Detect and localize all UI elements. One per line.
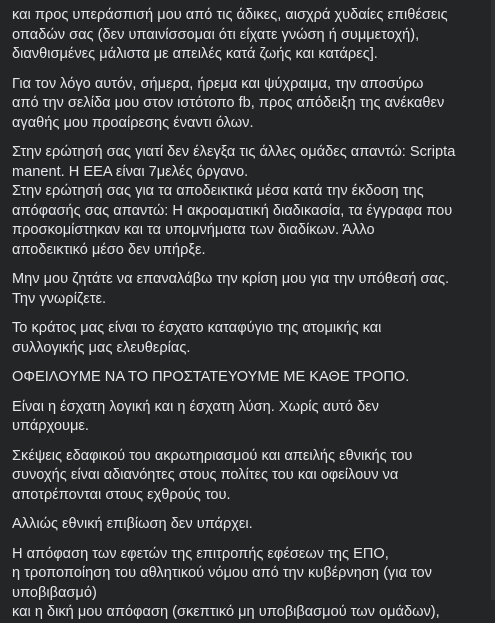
text-line: απόφασής σας απαντώ: Η ακροαματική διαδικασία, τα έγγραφα που xyxy=(12,202,453,219)
text-line: διανθισμένες μάλιστα με απειλές κατά ζωής και κατάρες]. xyxy=(12,46,378,62)
text-line: Μην μου ζητάτε να επαναλάβω την κρίση μου για την υπόθεσή σας. xyxy=(12,271,450,287)
text-line: και προς υπεράσπισή μου από τις άδικες, αισχρά χυδαίες επιθέσεις xyxy=(12,7,448,23)
text-line: Είναι η έσχατη λογική και η έσχατη λύση. Χωρίς αυτό δεν xyxy=(12,398,379,415)
text-line: manent. Η ΕΕΑ είναι 7μελές όργανο. xyxy=(12,163,249,180)
scrollbar-track[interactable] xyxy=(491,0,495,600)
paragraph-3 xyxy=(12,143,487,260)
text-line: προσκομίστηκαν και τα υπομνήματα των διαδίκων. Άλλο xyxy=(12,222,375,238)
text-line: αγαθής μου προαίρεσης έναντι όλων. xyxy=(12,114,254,131)
text-line: Την γνωρίζετε. xyxy=(12,290,107,307)
text-line: υπάρχουμε. xyxy=(12,418,89,434)
text-line: Αλλιώς εθνική επιβίωση δεν υπάρχει. xyxy=(12,516,253,532)
text-line: ΟΦΕΙΛΟΥΜΕ ΝΑ ΤΟ ΠΡΟΣΤΑΤΕΥΟΥΜΕ ΜΕ ΚΑΘΕ ΤΡΟΠΟ. xyxy=(12,369,410,385)
paragraph-4 xyxy=(12,270,487,309)
paragraph-6 xyxy=(12,368,487,388)
paragraph-2 xyxy=(12,75,487,134)
text-line: συνοχής είναι αδιανόητες στους πολίτες του και οφείλουν να xyxy=(12,467,399,483)
text-line: αποτρέπονται στους εχθρούς του. xyxy=(12,486,231,503)
text-line: Σκέψεις εδαφικού του ακρωτηριασμού και απειλής εθνικής του xyxy=(12,447,413,464)
text-line: Η απόφαση των εφετών της επιτροπής εφέσεων της ΕΠΟ, xyxy=(12,545,389,562)
text-line: Στην ερώτησή σας γιατί δεν έλεγξα τις άλλες ομάδες απαντώ: Scripta xyxy=(12,144,456,160)
text-line: από την σελίδα μου στον ιστότοπο fb, προς απόδειξη της ανέκαθεν xyxy=(12,95,445,111)
text-line: Στην ερώτησή σας για τα αποδεικτικά μέσα κατά την έκδοση της xyxy=(12,183,424,199)
text-line: Για τον λόγο αυτόν, σήμερα, ήρεμα και ψύχραιμα, την αποσύρω xyxy=(12,75,424,92)
paragraph-9 xyxy=(12,515,487,535)
text-line: και η δική μου απόφαση (σκεπτικό μη υποβιβασμού των ομάδων), xyxy=(12,604,440,620)
paragraph-7 xyxy=(12,398,487,437)
text-line: η τροποποίηση του αθλητικού νόμου από την κυβέρνηση (για τον xyxy=(12,565,432,581)
text-line: οπαδών σας (δεν υπαινίσσομαι ότι είχατε γνώση ή συμμετοχή), xyxy=(12,26,420,43)
paragraph-8 xyxy=(12,447,487,506)
paragraph-5 xyxy=(12,319,487,358)
text-line: συλλογικής μας ελευθερίας. xyxy=(12,339,191,356)
text-line: αποδεικτικό μέσο δεν υπήρξε. xyxy=(12,241,206,258)
text-line: υποβιβασμό) xyxy=(12,584,97,601)
paragraph-1 xyxy=(12,6,487,65)
text-line: Το κράτος μας είναι το έσχατο καταφύγιο της ατομικής και xyxy=(12,320,382,336)
paragraph-10 xyxy=(12,545,487,623)
